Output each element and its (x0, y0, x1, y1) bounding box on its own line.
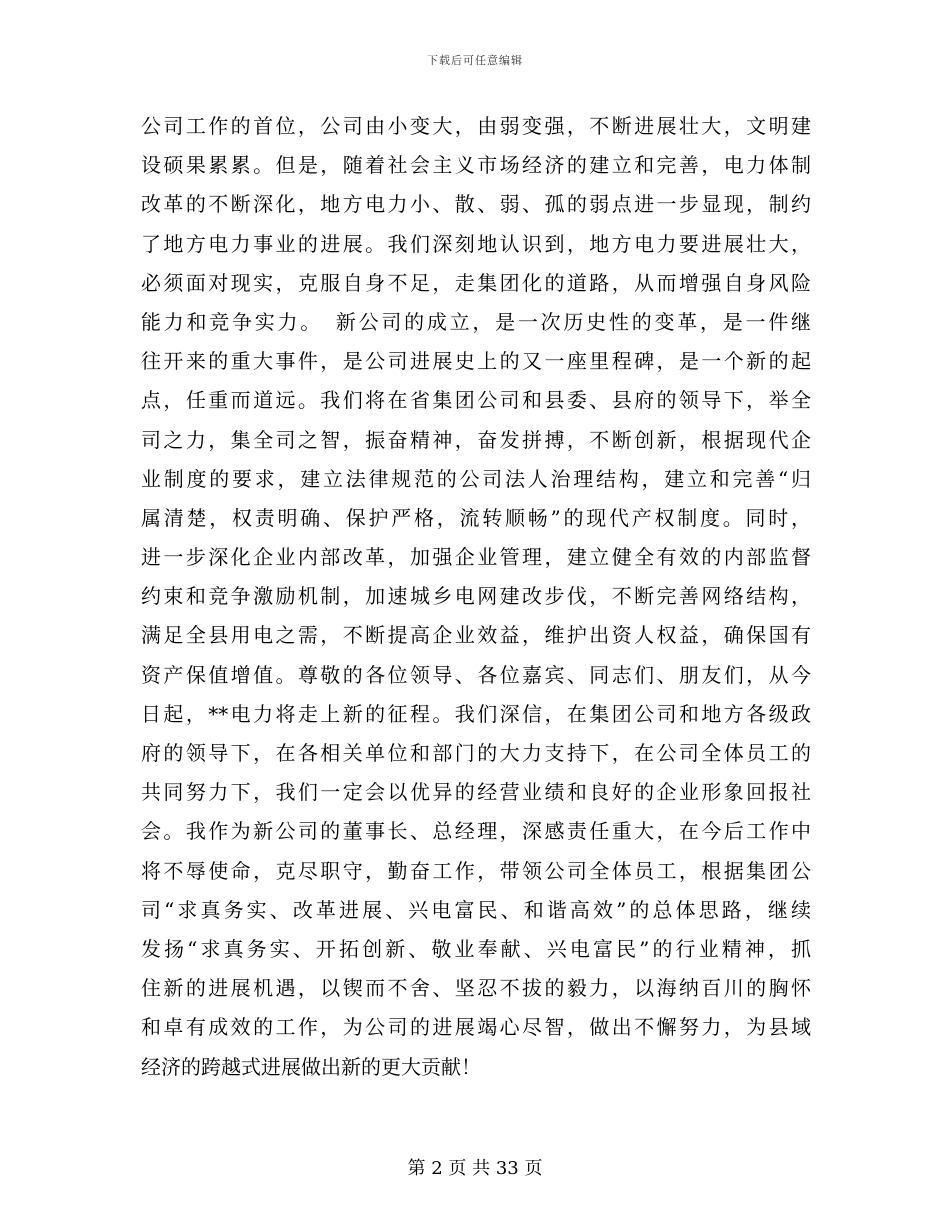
body-line: 和卓有成效的工作，为公司的进展竭心尽智，做出不懈努力，为县域 (141, 1015, 811, 1040)
body-line: 经济的跨越式进展做出新的更大贡献！ (141, 1054, 481, 1079)
body-line: 将不辱使命，克尽职守，勤奋工作，带领公司全体员工，根据集团公 (141, 858, 811, 883)
document-body (141, 107, 811, 1087)
body-line: 共同努力下，我们一定会以优异的经营业绩和良好的企业形象回报社 (141, 780, 811, 805)
body-line: 住新的进展机遇，以锲而不舍、坚忍不拔的毅力，以海纳百川的胸怀 (141, 976, 811, 1001)
body-line: 资产保值增值。尊敬的各位领导、各位嘉宾、同志们、朋友们，从今 (141, 662, 811, 687)
page-number: 第 2 页 共 33 页 (407, 1158, 543, 1179)
body-line: 必须面对现实，克服自身不足，走集团化的道路，从而增强自身风险 (141, 270, 811, 295)
body-line: 能力和竞争实力。 新公司的成立，是一次历史性的变革，是一件继 (141, 309, 811, 334)
body-line: 司之力，集全司之智，振奋精神，奋发拼搏，不断创新，根据现代企 (141, 427, 811, 452)
body-line: 约束和竞争激励机制，加速城乡电网建改步伐，不断完善网络结构， (141, 584, 811, 609)
body-line: 府的领导下，在各相关单位和部门的大力支持下，在公司全体员工的 (141, 741, 811, 765)
body-line: 会。我作为新公司的董事长、总经理，深感责任重大，在今后工作中 (141, 819, 811, 844)
body-line: 发扬“求真务实、开拓创新、敬业奉献、兴电富民”的行业精神，抓 (141, 936, 811, 961)
body-line: 往开来的重大事件，是公司进展史上的又一座里程碑，是一个新的起 (141, 349, 811, 374)
body-line: 设硕果累累。但是，随着社会主义市场经济的建立和完善，电力体制 (141, 153, 811, 178)
body-line: 公司工作的首位，公司由小变大，由弱变强，不断进展壮大，文明建 (141, 114, 811, 138)
body-line: 业制度的要求，建立法律规范的公司法人治理结构，建立和完善“归 (141, 466, 811, 491)
body-line: 属清楚，权责明确、保护严格，流转顺畅”的现代产权制度。同时， (141, 505, 811, 530)
body-line: 改革的不断深化，地方电力小、散、弱、孤的弱点进一步显现，制约 (141, 192, 811, 217)
body-line: 日起，**电力将走上新的征程。我们深信，在集团公司和地方各级政 (141, 701, 811, 726)
body-line: 司“求真务实、改革进展、兴电富民、和谐高效”的总体思路，继续 (141, 897, 811, 922)
body-line: 了地方电力事业的进展。我们深刻地认识到，地方电力要进展壮大， (141, 231, 811, 256)
body-line: 满足全县用电之需，不断提高企业效益，维护出资人权益，确保国有 (141, 623, 811, 648)
body-line: 进一步深化企业内部改革，加强企业管理，建立健全有效的内部监督 (141, 545, 811, 570)
header-note: 下载后可任意编辑 (427, 54, 523, 67)
body-line: 点，任重而道远。我们将在省集团公司和县委、县府的领导下，举全 (141, 388, 811, 413)
